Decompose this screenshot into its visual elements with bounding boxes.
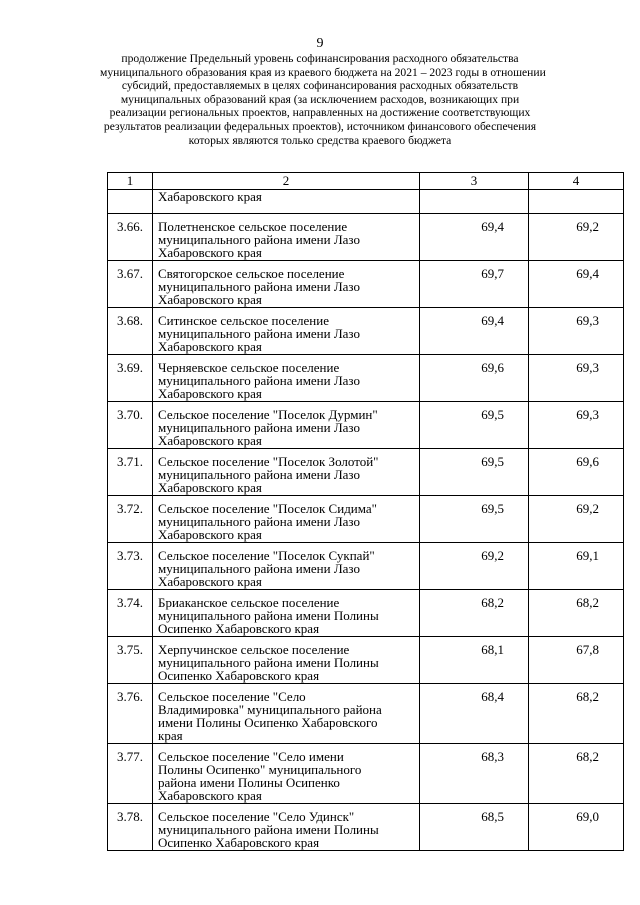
name-line: Хабаровского края <box>158 189 262 204</box>
table-row <box>108 590 624 637</box>
row-number: 3.69. <box>108 355 153 402</box>
name-line: Сельское поселение "Поселок Сукпай" <box>158 548 375 563</box>
settlement-name <box>153 308 420 355</box>
table-row <box>108 637 624 684</box>
value-col-4: 67,8 <box>529 637 624 684</box>
row-number: 3.72. <box>108 496 153 543</box>
header-col-1: 1 <box>108 173 153 190</box>
value-col-4: 69,3 <box>529 402 624 449</box>
name-line: муниципального района имени Лазо <box>158 467 360 482</box>
name-line: Сельское поселение "Село <box>158 689 306 704</box>
name-line: Хабаровского края <box>158 292 262 307</box>
value-col-3: 69,5 <box>420 496 529 543</box>
name-line: Сельское поселение "Поселок Сидима" <box>158 501 377 516</box>
settlement-name <box>153 355 420 402</box>
settlement-name <box>153 744 420 804</box>
settlement-name <box>153 496 420 543</box>
value-col-4: 69,2 <box>529 496 624 543</box>
value-col-3: 68,5 <box>420 804 529 851</box>
value-col-3: 68,2 <box>420 590 529 637</box>
name-line: Херпучинское сельское поселение <box>158 642 350 657</box>
name-line: Хабаровского края <box>158 245 262 260</box>
name-line: Сельское поселение "Поселок Золотой" <box>158 454 379 469</box>
name-line: муниципального района имени Лазо <box>158 561 360 576</box>
header-col-4: 4 <box>529 173 624 190</box>
value-col-4: 69,4 <box>529 261 624 308</box>
heading-line: которых являются только средства краевого бюджета <box>188 133 452 147</box>
value-col-4: 69,6 <box>529 449 624 496</box>
name-line: Святогорское сельское поселение <box>158 266 345 281</box>
value-col-4: 69,3 <box>529 355 624 402</box>
name-line: Сельское поселение "Село Удинск" <box>158 809 355 824</box>
value-col-3: 69,7 <box>420 261 529 308</box>
heading-line: результатов реализации федеральных проектов), источником финансового обеспечения <box>103 119 537 133</box>
name-line: Хабаровского края <box>158 574 262 589</box>
name-line: муниципального района имени Лазо <box>158 279 360 294</box>
settlement-name <box>153 590 420 637</box>
row-number: 3.71. <box>108 449 153 496</box>
name-line: муниципального района имени Лазо <box>158 326 360 341</box>
row-number: 3.67. <box>108 261 153 308</box>
heading-line: продолжение Предельный уровень софинансирования расходного обязательства <box>121 52 519 65</box>
settlement-name <box>153 190 420 214</box>
name-line: Черняевское сельское поселение <box>158 360 340 375</box>
header-col-3: 3 <box>420 173 529 190</box>
table-heading <box>100 52 546 147</box>
table-row <box>108 804 624 851</box>
name-line: муниципального района имени Лазо <box>158 514 360 529</box>
heading-line: муниципального образования края из краевого бюджета на 2021 – 2023 годы в отношении <box>100 65 546 79</box>
name-line: Хабаровского края <box>158 480 262 495</box>
row-number: 3.66. <box>108 214 153 261</box>
row-number: 3.68. <box>108 308 153 355</box>
table-row <box>108 744 624 804</box>
value-col-4: 68,2 <box>529 684 624 744</box>
name-line: муниципального района имени Полины <box>158 608 379 623</box>
value-col-3 <box>420 190 529 214</box>
name-line: имени Полины Осипенко Хабаровского <box>158 715 378 730</box>
heading-line: реализации региональных проектов, направленных на достижение соответствующих <box>109 106 531 120</box>
table-row <box>108 402 624 449</box>
table-row <box>108 214 624 261</box>
settlement-name <box>153 214 420 261</box>
subsidy-table <box>107 172 624 851</box>
table-row <box>108 308 624 355</box>
row-number <box>108 190 153 214</box>
name-line: Хабаровского края <box>158 339 262 354</box>
heading-line: субсидий, предоставляемых в целях софинансирования расходных обязательств <box>121 79 519 93</box>
settlement-name <box>153 449 420 496</box>
table-row <box>108 449 624 496</box>
name-line: района имени Полины Осипенко <box>158 775 340 790</box>
row-number: 3.70. <box>108 402 153 449</box>
settlement-name <box>153 261 420 308</box>
name-line: Осипенко Хабаровского края <box>158 621 320 636</box>
value-col-4: 69,3 <box>529 308 624 355</box>
name-line: Полетненское сельское поселение <box>158 219 348 234</box>
name-line: муниципального района имени Полины <box>158 822 379 837</box>
value-col-3: 69,6 <box>420 355 529 402</box>
value-col-3: 68,3 <box>420 744 529 804</box>
value-col-4 <box>529 190 624 214</box>
name-line: Владимировка" муниципального района <box>158 702 382 717</box>
row-number: 3.73. <box>108 543 153 590</box>
header-col-2: 2 <box>153 173 420 190</box>
value-col-3: 69,5 <box>420 402 529 449</box>
value-col-4: 68,2 <box>529 590 624 637</box>
name-line: края <box>158 728 183 743</box>
header-row <box>108 173 624 190</box>
heading-line: муниципальных образований края (за исключением расходов, возникающих при <box>120 92 520 106</box>
page-number: 9 <box>316 36 324 51</box>
settlement-name <box>153 402 420 449</box>
table-row <box>108 355 624 402</box>
table-row <box>108 261 624 308</box>
name-line: Полины Осипенко" муниципального <box>158 762 362 777</box>
settlement-name <box>153 804 420 851</box>
value-col-4: 69,1 <box>529 543 624 590</box>
name-line: Хабаровского края <box>158 527 262 542</box>
name-line: Хабаровского края <box>158 788 262 803</box>
value-col-4: 69,2 <box>529 214 624 261</box>
name-line: Хабаровского края <box>158 433 262 448</box>
row-number: 3.74. <box>108 590 153 637</box>
settlement-name <box>153 684 420 744</box>
name-line: муниципального района имени Лазо <box>158 373 360 388</box>
name-line: муниципального района имени Лазо <box>158 420 360 435</box>
name-line: муниципального района имени Лазо <box>158 232 360 247</box>
value-col-3: 68,4 <box>420 684 529 744</box>
value-col-4: 68,2 <box>529 744 624 804</box>
value-col-4: 69,0 <box>529 804 624 851</box>
table-row <box>108 543 624 590</box>
settlement-name <box>153 543 420 590</box>
name-line: Хабаровского края <box>158 386 262 401</box>
name-line: Ситинское сельское поселение <box>158 313 329 328</box>
name-line: Бриаканское сельское поселение <box>158 595 340 610</box>
settlement-name <box>153 637 420 684</box>
value-col-3: 69,4 <box>420 214 529 261</box>
name-line: Сельское поселение "Село имени <box>158 749 344 764</box>
value-col-3: 69,5 <box>420 449 529 496</box>
name-line: Осипенко Хабаровского края <box>158 835 320 850</box>
table-row <box>108 496 624 543</box>
continuation-row <box>108 190 624 214</box>
name-line: муниципального района имени Полины <box>158 655 379 670</box>
name-line: Сельское поселение "Поселок Дурмин" <box>158 407 378 422</box>
value-col-3: 68,1 <box>420 637 529 684</box>
row-number: 3.78. <box>108 804 153 851</box>
name-line: Осипенко Хабаровского края <box>158 668 320 683</box>
row-number: 3.76. <box>108 684 153 744</box>
value-col-3: 69,2 <box>420 543 529 590</box>
table-row <box>108 684 624 744</box>
row-number: 3.77. <box>108 744 153 804</box>
row-number: 3.75. <box>108 637 153 684</box>
value-col-3: 69,4 <box>420 308 529 355</box>
